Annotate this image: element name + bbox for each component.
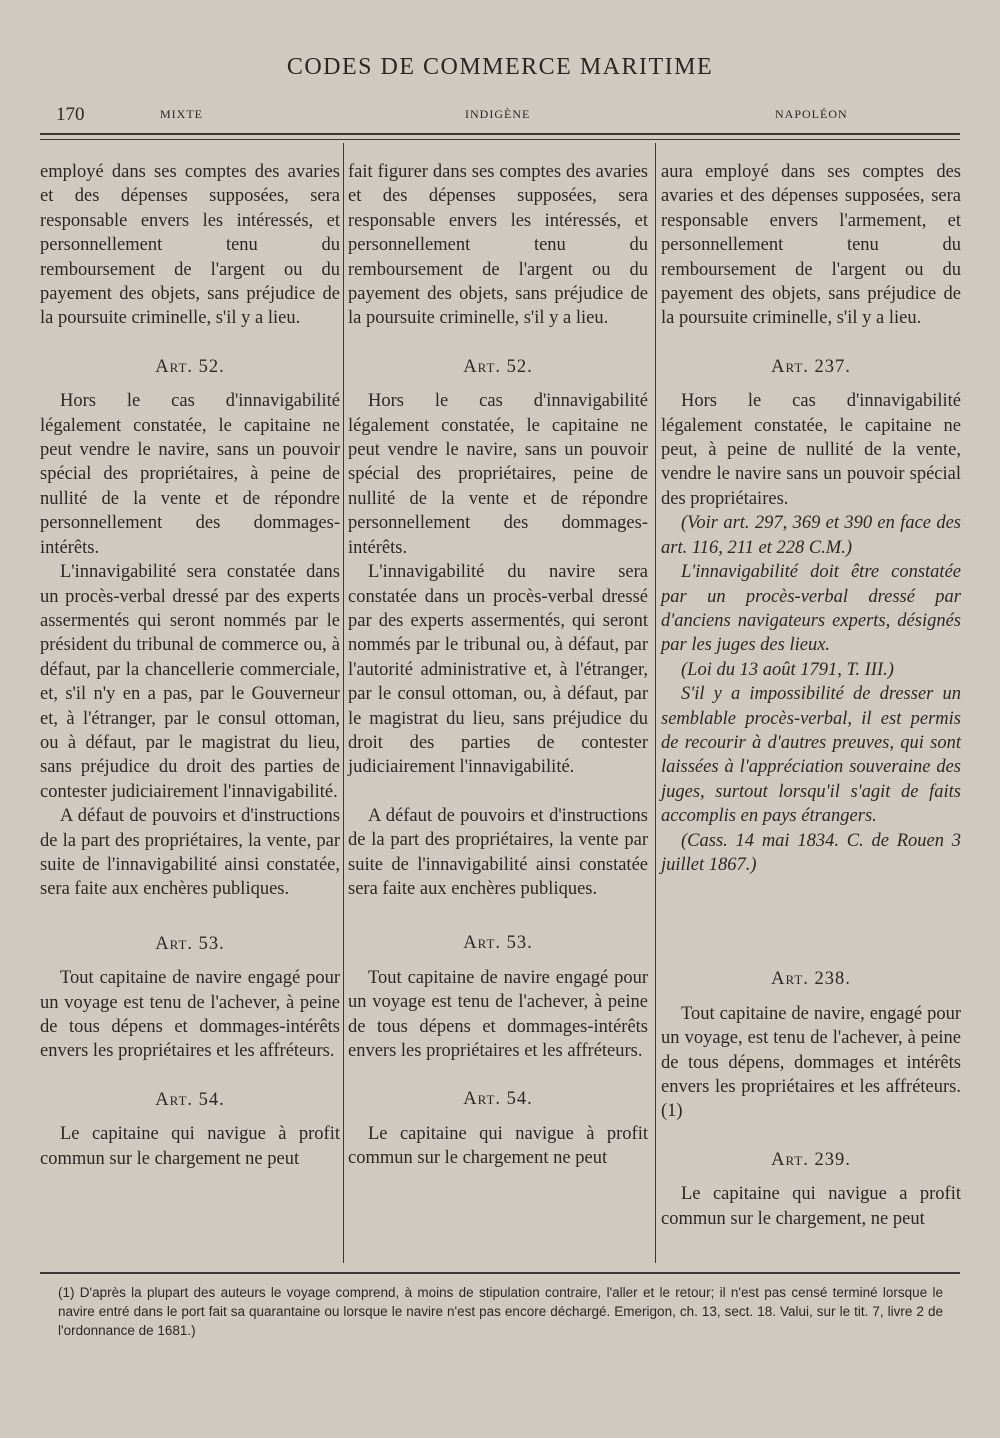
article-paragraph: Hors le cas d'innavigabilité légalement constatée, le capitaine ne peut vendre le navire, sans un pouvoir spécial des propriétaires, peine de nullité de la vente et de répondre personnellement des dommages-intérêts. [348,391,648,558]
article-paragraph: Le capitaine qui navigue a profit commun sur le chargement, ne peut [661,1184,961,1229]
page-number: 170 [56,104,85,125]
article-paragraph: Tout capitaine de navire engagé pour un voyage est tenu de l'achever, à peine de tous dépens et dommages-intérêts envers les propriétaires et les affréteurs. [348,967,648,1061]
column-divider [655,143,656,1263]
article-heading: Art. 54. [463,1089,533,1110]
intro-paragraph: aura employé dans ses comptes des avaries et des dépenses supposées, sera responsable envers l'armement, et personnellement tenu du remboursement de l'argent ou du payement des objets, sans préjudice de la poursuite criminelle, s'il y a lieu. [661,162,961,329]
column-divider [343,143,344,1263]
article-paragraph: L'innavigabilité du navire sera constatée dans un procès-verbal dressé par des experts assermentés, qui seront nommés par le tribunal ou, à défaut, par l'autorité administrative et, à l'étranger, par le consul ottoman, ou, à défaut, par le magistrat du lieu, sans préjudice du droit des parties de contester judiciairement l'innavigabilité. [348,562,648,778]
reference-note: (Cass. 14 mai 1834. C. de Rouen 3 juillet 1867.) [661,830,961,875]
article-heading: Art. 52. [463,356,533,377]
header-rule [40,133,960,135]
article-heading: Art. 54. [155,1089,225,1110]
column-label-mixte: MIXTE [160,107,203,121]
article-paragraph: Hors le cas d'innavigabilité légalement constatée, le capitaine ne peut, à peine de nullité de la vente, vendre le navire sans un pouvoir spécial des propriétaires. [661,391,961,509]
article-heading: Art. 52. [155,356,225,377]
footnote-rule [40,1272,960,1274]
article-heading: Art. 238. [771,969,851,990]
article-paragraph: Le capitaine qui navigue à profit commun sur le chargement ne peut [348,1123,648,1169]
reference-note: (Loi du 13 août 1791, T. III.) [681,659,894,680]
column-napoleon [661,160,961,1231]
article-heading: Art. 53. [155,933,225,954]
article-paragraph: Tout capitaine de navire engagé pour un voyage est tenu de l'achever, à peine de tous dépens et dommages-intérêts envers les propriétaires et les affréteurs. [40,968,340,1062]
article-paragraph: Hors le cas d'innavigabilité légalement constatée, le capitaine ne peut vendre le navire, sans un pouvoir spécial des propriétaires, à peine de nullité de la vente et de répondre personnellement des dommages-intérêts. [40,391,340,558]
article-paragraph: A défaut de pouvoirs et d'instructions de la part des propriétaires, la vente, par suite de l'innavigabilité ainsi constatée, sera faite aux enchères publiques. [40,806,340,900]
page-title: CODES DE COMMERCE MARITIME [286,54,714,80]
column-mixte [40,160,340,1171]
article-heading: Art. 239. [771,1149,851,1170]
intro-paragraph: employé dans ses comptes des avaries et des dépenses supposées, sera responsable envers les intéressés, et personnellement tenu du remboursement de l'argent ou du payement des objets, sans préjudice de la poursuite criminelle, s'il y a lieu. [40,162,340,329]
column-label-napoleon: NAPOLÉON [775,107,848,121]
column-indigene [348,160,648,1171]
article-paragraph: A défaut de pouvoirs et d'instructions de la part des propriétaires, la vente par suite de l'innavigabilité ainsi constatée sera faite aux enchères publiques. [348,805,648,899]
article-heading: Art. 53. [463,933,533,954]
article-paragraph: L'innavigabilité sera constatée dans un procès-verbal dressé par des experts assermentés qui seront nommés par le président du tribunal de commerce ou, à défaut, par la chancellerie commerciale, et, s'il n'y en a pas, par le Gouverneur et, à l'étranger, par le consul ottoman, ou à défaut, par le magistrat du lieu, sans préjudice du droit des parties de contester judiciairement l'innavigabilité. [40,562,340,802]
reference-note: L'innavigabilité doit être constatée par un procès-verbal dressé par d'anciens navigateurs experts, désignés par les juges des lieux. [661,562,961,656]
reference-note: (Voir art. 297, 369 et 390 en face des art. 116, 211 et 228 C.M.) [661,513,961,558]
article-paragraph: Tout capitaine de navire, engagé pour un voyage, est tenu de l'achever, à peine de tous dépens, dommages et intérêts envers les propriétaires et les affréteurs. (1) [661,1003,961,1122]
intro-paragraph: fait figurer dans ses comptes des avaries et des dépenses supposées, sera responsable envers les intéressés, et personnellement tenu du remboursement de l'argent ou du payement des objets, sans préjudice de la poursuite criminelle, s'il y a lieu. [348,162,648,329]
column-label-indigene: INDIGÈNE [465,107,531,121]
reference-note: S'il y a impossibilité de dresser un semblable procès-verbal, il est permis de recourir à d'autres preuves, qui sont laissées à l'appréciation souveraine des juges, surtout lorsqu'il s'agit de faits accomplis en pays étrangers. [661,684,961,827]
header-rule-thin [40,139,960,140]
footnote: (1) D'après la plupart des auteurs le voyage comprend, à moins de stipulation contraire, l'aller et le retour; il n'est pas censé terminé lorsque le navire entré dans le port fait sa quarantaine ou lorsque le navire n'est pas encore déchargé. Emerigon, ch. 13, sect. 18. Valui, sur le tit. 7, livre 2 de l'ordonnance de 1681.) [58,1285,943,1338]
article-heading: Art. 237. [771,356,851,377]
article-paragraph: Le capitaine qui navigue à profit commun sur le chargement ne peut [40,1124,340,1169]
